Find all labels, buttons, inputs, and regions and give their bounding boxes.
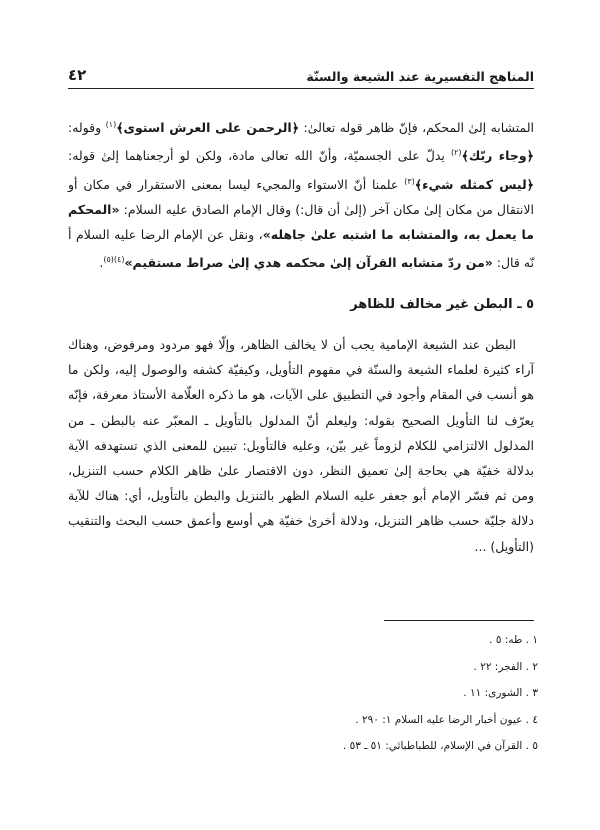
footnote-rule xyxy=(384,620,534,621)
hadith-quote-1: «المحكم ما يعمل به، والمتشابه ما اشتبه علىٰ جاهله» xyxy=(68,202,534,243)
main-text-block xyxy=(68,112,534,276)
footnote-3: ٣ . الشورى: ١١ . xyxy=(463,687,538,699)
p1-end: . xyxy=(99,255,104,271)
hadith-quote-2: «من ردّ متشابه القرآن إلىٰ محكمه هدي إلىٰ صراط مستقيم» xyxy=(124,255,493,271)
quran-quote-2: ﴿وجاء ربّك﴾ xyxy=(461,148,534,164)
footnote-ref-2: (٢) xyxy=(450,148,462,158)
paragraph-2: البطن عند الشيعة الإمامية يجب أن لا يخالف الظاهر، وإلّا فهو مردود ومرفوض، وهناك آراء كثيرة لعلماء الشيعة والسنّة في مفهوم التأويل، وكيفيّة كشفه والوصول إليه، ولكن ما هو أنسب في المقام وأجود في التطبيق على الآيات، هو ما ذكره العلّامة الأستاذ معرفة، فإنّه يعرّف لنا التأويل الصحيح بقوله: وليعلم أنّ المدلول بالتأويل ـ المعبّر عنه بالبطن ـ من المدلول الالتزامي للكلام لزوماً غير بيّن، وعليه فالتأويل: تبيين للمعنى الذي تستهدفه الآية بدلالة خفيّة هي بحاجة إلىٰ تعميق النظر، دون الاقتصار علىٰ ظاهر الكلام حسب التنزيل، ومن ثم فسّر الإمام أبو جعفر عليه السلام الظهر بالتنزيل والبطن بالتأويل، أي: هناك للآية دلالة جليّة حسب ظاهر التنزيل، ودلالة أخرىٰ خفيّة هي أوسع وأعمق حسب البحث والتنقيب (التأويل) ... xyxy=(68,337,534,554)
footnote-ref-1: (١) xyxy=(105,120,117,129)
running-header xyxy=(68,62,534,84)
p1-segment-5: ، ونقل عن الإمام الرضا عليه السلام أ نّه قال: xyxy=(68,227,534,271)
p1-segment-2: وقوله: xyxy=(68,120,106,136)
header-rule xyxy=(68,88,534,89)
quran-quote-1: ﴿الرحمن على العرش استوى﴾ xyxy=(116,120,300,136)
paragraph-1 xyxy=(68,112,534,276)
p1-segment-3: يدلّ على الجسميّة، وأنّ الله تعالى مادة، ولكن لو أرجعناهما إلىٰ قوله: xyxy=(68,148,451,164)
running-title: المناهج التفسيرية عند الشيعة والسنّة xyxy=(306,69,534,84)
footnotes xyxy=(68,630,538,763)
quran-quote-3: ﴿ليس كمثله شيء﴾ xyxy=(414,176,534,192)
footnote-4: ٤ . عيون أخبار الرضا عليه السلام ١: ٢٩٠ . xyxy=(355,713,538,726)
second-text-block xyxy=(68,332,534,559)
footnote-5: ٥ . القرآن في الإسلام، للطباطبائي: ٥١ ـ ٥٣ . xyxy=(342,740,538,752)
footnote-ref-3: (٣) xyxy=(404,176,415,186)
section-heading: ٥ ـ البطن غير مخالف للظاهر xyxy=(350,297,534,312)
footnote-1: ١ . طه: ٥ . xyxy=(489,634,538,646)
p1-segment-1: المتشابه إلىٰ المحكم، فإنّ ظاهر قوله تعالىٰ: xyxy=(299,120,534,136)
p1-segment-4: علمنا أنّ الاستواء والمجيء ليسا بمعنى الاستقرار في مكان أو الانتقال من مكان إلىٰ مكان آخر (إلىٰ أن قال:) وقال الإمام الصادق عليه السلام: xyxy=(68,176,534,218)
page-number: ٤٢ xyxy=(68,66,87,84)
footnote-ref-4-5: (٤)(٥) xyxy=(103,255,125,265)
footnote-2: ٢ . الفجر: ٢٢ . xyxy=(473,660,538,673)
